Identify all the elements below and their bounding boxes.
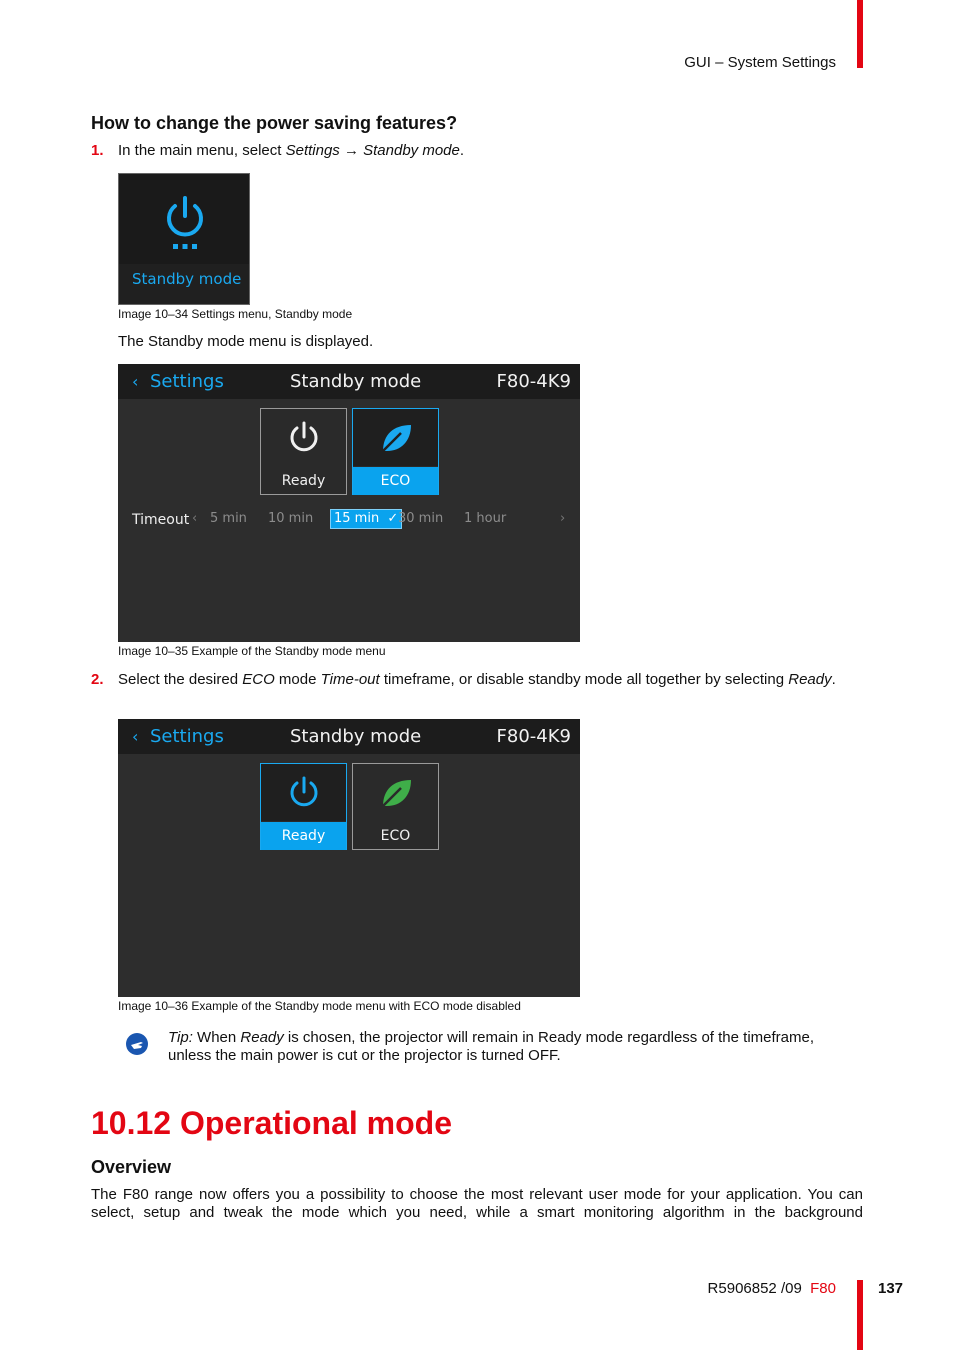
standby-menu-screen-eco [118, 364, 580, 642]
timeout-option-30min[interactable]: 30 min [398, 511, 444, 526]
footer-document-number [708, 1280, 836, 1297]
standby-menu-screen-ready [118, 719, 580, 997]
doc-number: R5906852 /09 [707, 1280, 802, 1297]
section-heading: 10.12 Operational mode [91, 1105, 453, 1141]
figure-2-caption: Image 10–35 Example of the Standby mode menu [118, 644, 386, 658]
running-header: GUI – System Settings [684, 54, 836, 71]
step-2-number: 2. [91, 671, 104, 688]
back-settings-link[interactable]: Settings [150, 726, 224, 747]
step-1-number: 1. [91, 142, 104, 159]
step-1-post: . [459, 142, 465, 159]
power-icon [287, 776, 321, 810]
timeout-option-10min[interactable]: 10 min [268, 511, 314, 526]
tip-hand-icon [126, 1033, 148, 1055]
eco-mode-label: ECO [380, 828, 411, 844]
menu-displayed-text: The Standby mode menu is displayed. [118, 333, 374, 350]
product-name: F80 [810, 1280, 836, 1297]
procedure-heading: How to change the power saving features? [91, 113, 458, 133]
eco-mode-button[interactable] [352, 408, 439, 495]
standby-mode-tile-label: Standby mode [132, 270, 242, 288]
overview-heading: Overview [91, 1157, 172, 1177]
page-number: 137 [878, 1280, 904, 1297]
screen-title: Standby mode [290, 371, 422, 392]
figure-1-caption: Image 10–34 Settings menu, Standby mode [118, 307, 353, 321]
timeout-label: Timeout [132, 512, 190, 528]
leaf-icon [379, 421, 413, 455]
step-1-text [118, 142, 464, 160]
ready-mode-button[interactable] [260, 763, 347, 850]
back-chevron-icon[interactable]: ‹ [132, 372, 139, 391]
footer-accent-bar [857, 1280, 863, 1350]
tip-text: Tip: When Ready is chosen, the projector will remain in Ready mode regardless of the timeframe, unless the main power is cut or the projector is turned OFF. [168, 1029, 815, 1064]
step-2 [91, 671, 104, 689]
timeout-option-15min-selected[interactable] [330, 509, 402, 529]
back-settings-link[interactable]: Settings [150, 371, 224, 392]
eco-mode-label: ECO [353, 467, 438, 495]
header-accent-bar [857, 0, 863, 68]
timeout-left-arrow-icon[interactable]: ‹ [192, 511, 198, 526]
standby-mode-tile-image [118, 173, 250, 305]
figure-3-caption: Image 10–36 Example of the Standby mode menu with ECO mode disabled [118, 999, 521, 1013]
ready-mode-label: Ready [261, 822, 346, 850]
timeout-selected-label: 15 min [334, 511, 380, 526]
step-1-menu-path: Settings → Standby mode [285, 142, 460, 159]
ready-mode-label: Ready [281, 473, 326, 489]
step-1-pre: In the main menu, select [118, 142, 286, 159]
timeout-right-arrow-icon[interactable]: › [560, 511, 566, 526]
timeout-option-1hour[interactable]: 1 hour [464, 511, 507, 526]
eco-mode-button[interactable] [352, 763, 439, 850]
back-chevron-icon[interactable]: ‹ [132, 727, 139, 746]
checkmark-icon: ✓ [387, 511, 399, 526]
timeout-option-5min[interactable]: 5 min [210, 511, 247, 526]
projector-model: F80-4K9 [496, 726, 571, 747]
ready-mode-button[interactable] [260, 408, 347, 495]
screen-title: Standby mode [290, 726, 422, 747]
leaf-icon [379, 776, 413, 810]
step-2-text: Select the desired ECO mode Time-out timeframe, or disable standby mode all together by selecting Ready. [118, 671, 836, 688]
power-icon [287, 421, 321, 455]
projector-model: F80-4K9 [496, 371, 571, 392]
step-1 [91, 142, 104, 160]
overview-paragraph: The F80 range now offers you a possibility to choose the most relevant user mode for your application. You can select, setup and tweak the mode which you need, while a smart monitoring algorithm in the background [91, 1186, 863, 1221]
power-icon [163, 196, 207, 252]
tip-label: Tip: [168, 1029, 193, 1046]
